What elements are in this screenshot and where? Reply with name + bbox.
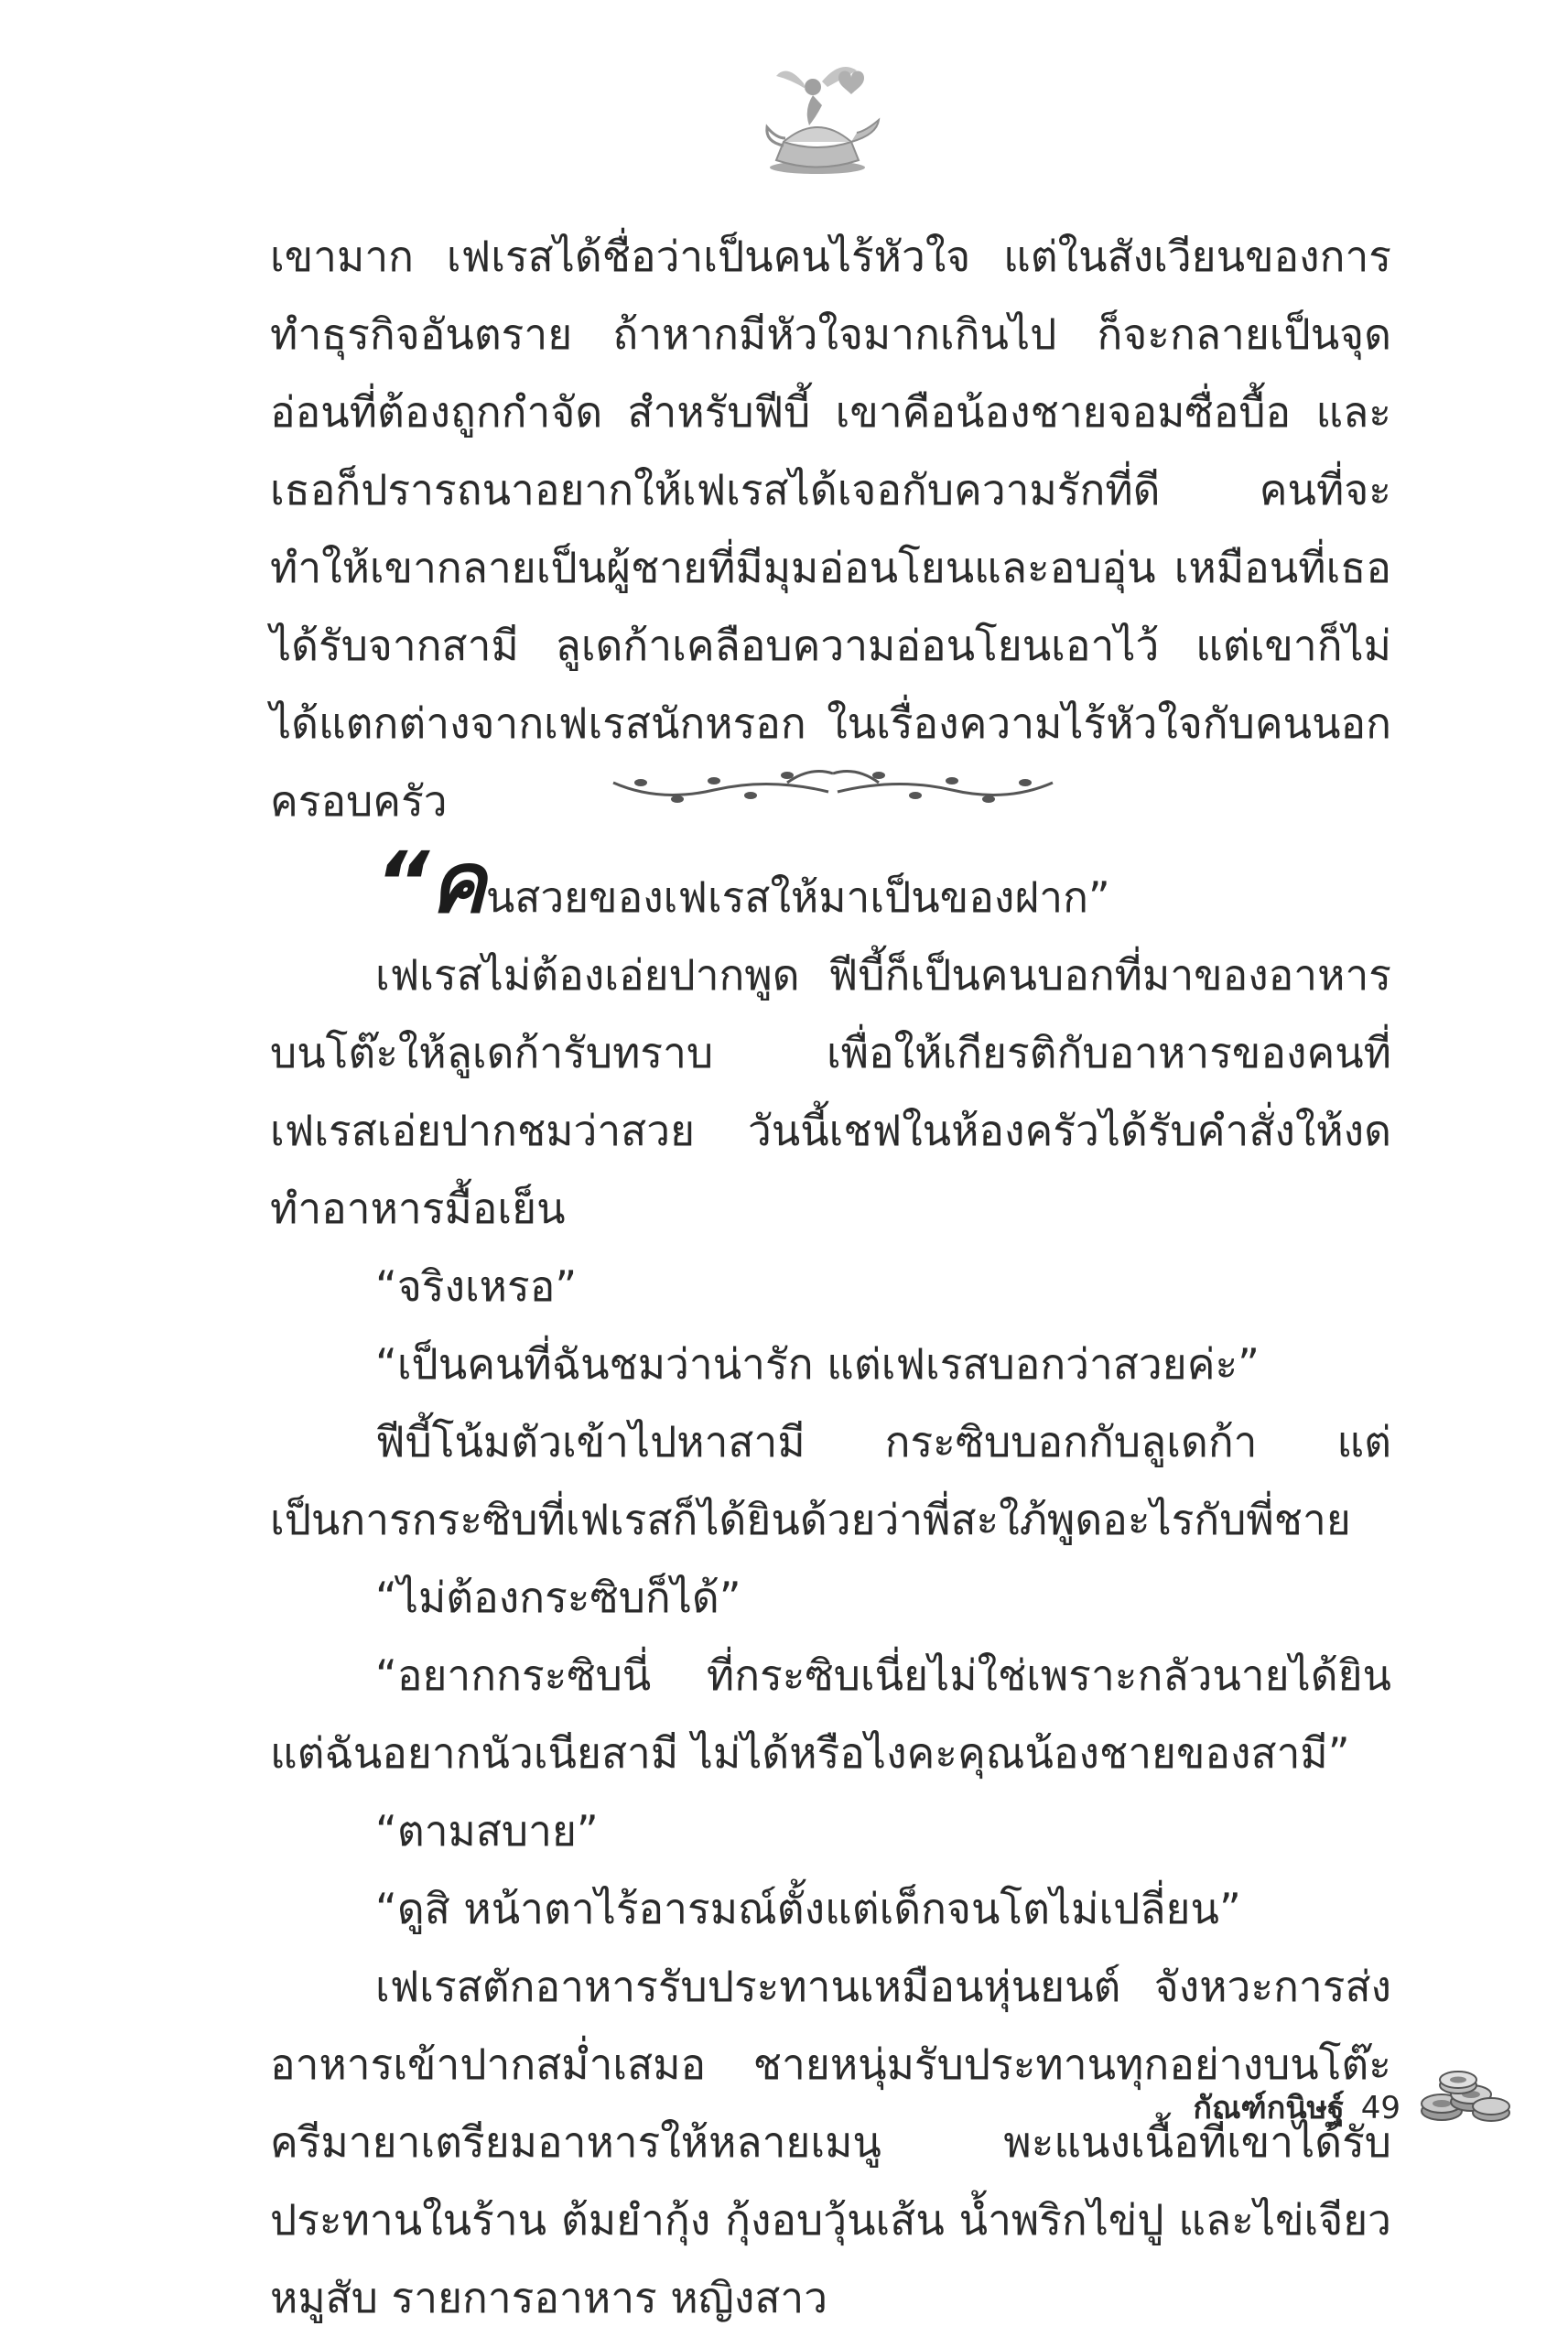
opening-line (270, 834, 1391, 936)
dialogue-line: “ไม่ต้องกระซิบก็ได้” (375, 1573, 741, 1622)
paragraph: เฟเรสไม่ต้องเอ่ยปากพูด ฟีบี้ก็เป็นคนบอกที่มาของอาหารบนโต๊ะให้ลูเดก้ารับทราบ เพื่อให้เกียรติกับอาหารของคนที่เฟเรสเอ่ยปากชมว่าสวย วันนี้เชฟในห้องครัวได้รับคำสั่งให้งดทำอาหารมื้อเย็น (270, 950, 1391, 1233)
dialogue-line: “ตามสบาย” (375, 1806, 599, 1856)
paragraph: ฟีบี้โน้มตัวเข้าไปหาสามี กระซิบบอกกับลูเดก้า แต่เป็นการกระซิบที่เฟเรสก็ได้ยินด้วยว่าพี่สะใภ้พูดอะไรกับพี่ชาย (270, 1417, 1391, 1544)
page-number: 49 (1360, 2090, 1400, 2126)
dialogue-line: “ดูสิ หน้าตาไร้อารมณ์ตั้งแต่เด็กจนโตไม่เปลี่ยน” (375, 1884, 1241, 1933)
floral-vine-divider-icon (604, 755, 1062, 819)
opening-rest: นสวยของเฟเรสให้มาเป็นของฝาก” (485, 872, 1110, 922)
opening-quote-mark: “ (375, 834, 430, 932)
dialogue-line: “จริงเหรอ” (375, 1261, 578, 1311)
top-text-block (270, 218, 1391, 840)
dialogue-line: “เป็นคนที่ฉันชมว่าน่ารัก แต่เฟเรสบอกว่าสวยค่ะ” (375, 1339, 1260, 1389)
paragraph: เฟเรสตักอาหารรับประทานเหมือนหุ่นยนต์ จังหวะการส่งอาหารเข้าปากสม่ำเสมอ ชายหนุ่มรับประทานทุกอย่างบนโต๊ะ ครีมายาเตรียมอาหารให้หลายเมนู พะแนงเนื้อที่เขาได้รับประทานในร้าน ต้มยำกุ้ง กุ้งอบวุ้นเส้น น้ำพริกไข่ปู และไข่เจียวหมูสับ รายการอาหาร หญิงสาว (270, 1962, 1391, 2322)
page-footer (1190, 2083, 1400, 2132)
dialogue-line: “อยากกระซิบนี่ ที่กระซิบเนี่ยไม่ใช่เพราะกลัวนายได้ยิน แต่ฉันอยากนัวเนียสามี ไม่ได้หรือไงคะคุณน้องชายของสามี” (270, 1650, 1391, 1778)
lamp-fairy-icon (749, 50, 886, 188)
author-name: กัณฑ์กนิษฐ์ (1193, 2090, 1345, 2126)
dropcap-letter: ค (429, 834, 486, 932)
poker-chips-icon (1414, 2067, 1515, 2126)
paragraph: เขามาก เฟเรสได้ชื่อว่าเป็นคนไร้หัวใจ แต่ในสังเวียนของการทำธุรกิจอันตราย ถ้าหากมีหัวใจมากเกินไป ก็จะกลายเป็นจุดอ่อนที่ต้องถูกกำจัด สำหรับฟีบี้ เขาคือน้องชายจอมซื่อบื้อ และเธอก็ปรารถนาอยากให้เฟเรสได้เจอกับความรักที่ดี คนที่จะทำให้เขากลายเป็นผู้ชายที่มีมุมอ่อนโยนและอบอุ่น เหมือนที่เธอได้รับจากสามี ลูเดก้าเคลือบความอ่อนโยนเอาไว้ แต่เขาก็ไม่ได้แตกต่างจากเฟเรสนักหรอก ในเรื่องความไร้หัวใจกับคนนอกครอบครัว (270, 232, 1391, 826)
